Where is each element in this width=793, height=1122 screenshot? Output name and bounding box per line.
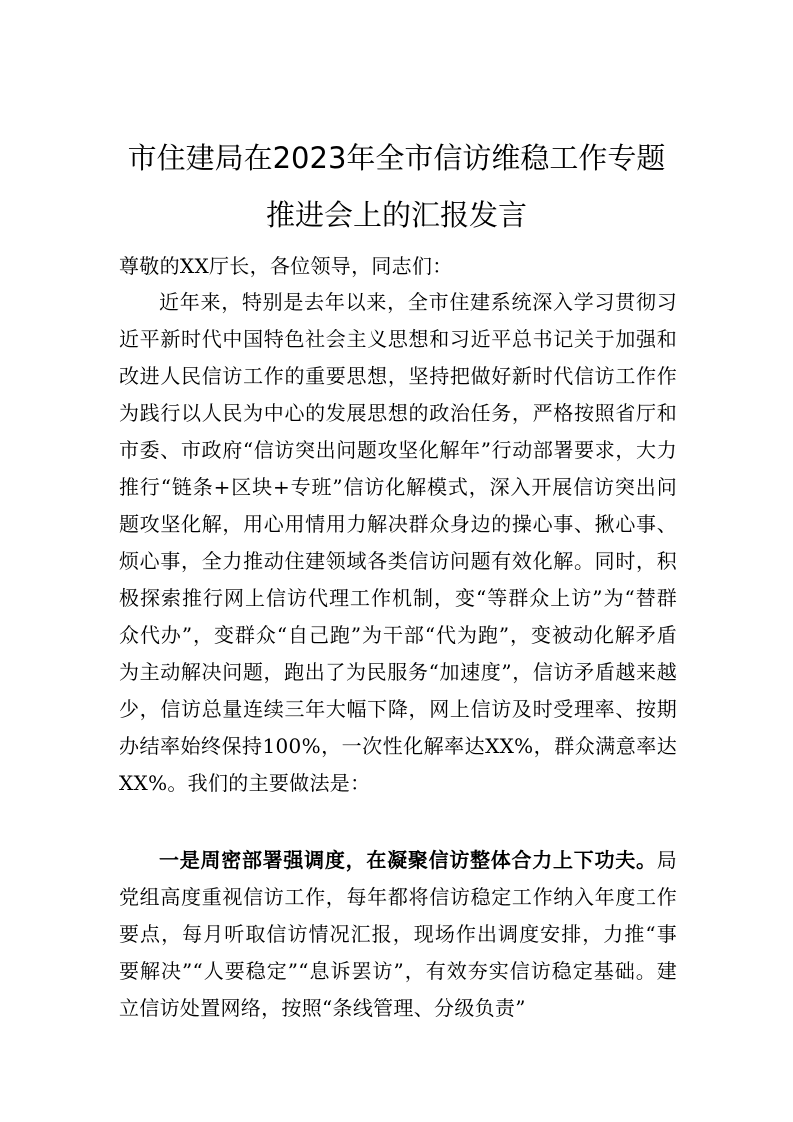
paragraph-2-heading: 一是周密部署强调度，在凝聚信访整体合力上下功夫。 <box>159 848 657 872</box>
page-title-line-1: 市住建局在2023年全市信访维稳工作专题 <box>127 141 666 175</box>
paragraph-2-body: 局党组高度重视信访工作，每年都将信访稳定工作纳入年度工作要点，每月听取信访情况汇报，现场作出调度安排，力推“事要解决”“人要稳定”“息诉罢访”，有效夯实信访稳定基础。建立信访处置网络，按照“条线管理、分级负责” <box>119 848 677 1020</box>
body-paragraph-2 <box>119 842 677 1027</box>
page-title-line-2: 推进会上的汇报发言 <box>265 198 527 232</box>
salutation: 尊敬的XX厅长，各位领导，同志们： <box>119 254 453 278</box>
body-paragraph-1: 近年来，特别是去年以来，全市住建系统深入学习贯彻习近平新时代中国特色社会主义思想和习近平总书记关于加强和改进人民信访工作的重要思想，坚持把做好新时代信访工作作为践行以人民为中心的发展思想的政治任务，严格按照省厅和市委、市政府“信访突出问题攻坚化解年”行动部署要求，大力推行“链条+区块+专班”信访化解模式，深入开展信访突出问题攻坚化解，用心用情用力解决群众身边的操心事、揪心事、烦心事，全力推动住建领域各类信访问题有效化解。同时，积极探索推行网上信访代理工作机制，变“等群众上访”为“替群众代办”，变群众“自己跑”为干部“代为跑”，变被动化解矛盾为主动解决问题，跑出了为民服务“加速度”，信访矛盾越来越少，信访总量连续三年大幅下降，网上信访及时受理率、按期办结率始终保持100%，一次性化解率达XX%，群众满意率达XX%。我们的主要做法是： <box>119 290 677 795</box>
